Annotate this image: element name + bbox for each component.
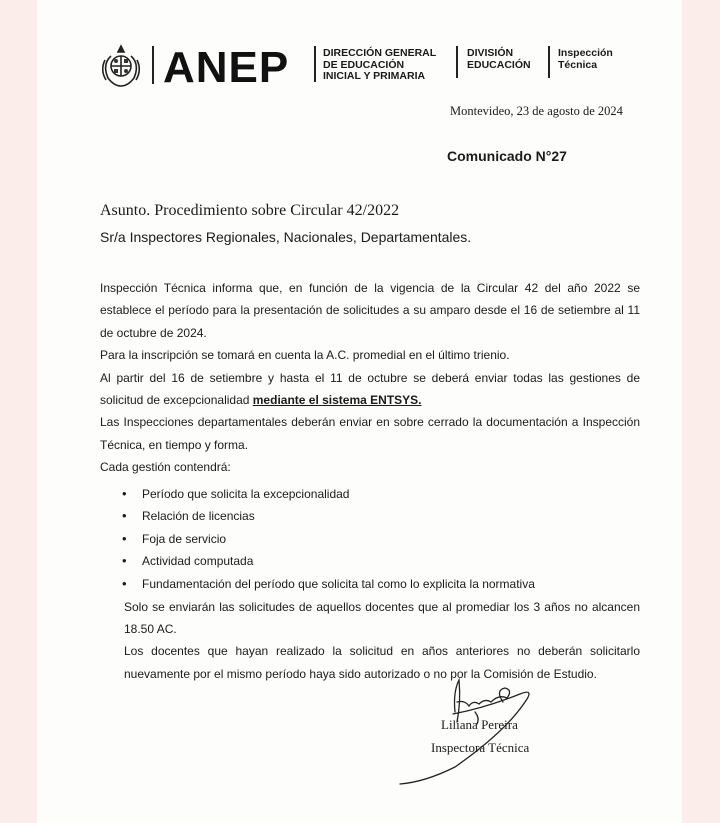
paragraph: Solo se enviarán las solicitudes de aquellos docentes que al promediar los 3 años no alcancen 18.50 AC. <box>124 599 640 637</box>
list-item: • Período que solicita la excepcionalidad <box>142 483 640 506</box>
header-dgeip: DIRECCIÓN GENERAL DE EDUCACIÓN INICIAL Y PRIMARIA <box>323 47 437 82</box>
addressee-line: Sr/a Inspectores Regionales, Nacionales, Departamentales. <box>100 229 472 245</box>
header-inspeccion: Inspección Técnica <box>558 47 613 71</box>
list-item: • Fundamentación del período que solicita tal como lo explicita la normativa <box>142 573 640 596</box>
uruguay-coat-of-arms-icon <box>96 40 146 92</box>
paragraph: Las Inspecciones departamentales deberán enviar en sobre cerrado la documentación a Inspección Técnica, en tiempo y forma. <box>100 415 640 452</box>
paragraph: Los docentes que hayan realizado la solicitud en años anteriores no deberán solicitarlo nuevamente por el mismo período haya sido autorizado o no por la Comisión de Estudio. <box>124 644 640 681</box>
entsys-emphasis: mediante el sistema ENTSYS. <box>252 393 422 408</box>
list-item: • Relación de licencias <box>142 505 640 528</box>
divider <box>314 46 316 82</box>
document-date: Montevideo, 23 de agosto de 2024 <box>450 104 623 118</box>
paragraph: Cada gestión contendrá: <box>100 460 231 475</box>
paragraph: Al partir del 16 de setiembre y hasta el 11 de octubre se deberá enviar todas las gestiones de solicitud de excepcionalidad mediante el sistema ENTSYS. <box>100 370 640 408</box>
list-item: • Foja de servicio <box>142 528 640 551</box>
paragraph: Inspección Técnica informa que, en función de la vigencia de la Circular 42 del año 2022 se establece el período para la presentación de solicitudes a su amparo desde el 16 de setiembre al 11 de octubre de 2024. <box>100 281 640 340</box>
signatory-name: Liliana Pereira <box>441 717 518 732</box>
requirements-list <box>100 483 640 596</box>
divider <box>548 46 550 78</box>
communique-number: Comunicado N°27 <box>447 148 567 164</box>
signatory-title: Inspectora Técnica <box>431 740 530 755</box>
list-item: • Actividad computada <box>142 550 640 573</box>
document-body <box>100 277 640 685</box>
divider <box>456 46 458 78</box>
subject-line: Asunto. Procedimiento sobre Circular 42/2022 <box>100 202 400 219</box>
divider <box>152 46 154 84</box>
paragraph: Para la inscripción se tomará en cuenta la A.C. promedial en el último trienio. <box>100 348 510 363</box>
header-division: DIVISIÓN EDUCACIÓN <box>467 47 531 71</box>
anep-logo: ANEP <box>163 43 290 92</box>
